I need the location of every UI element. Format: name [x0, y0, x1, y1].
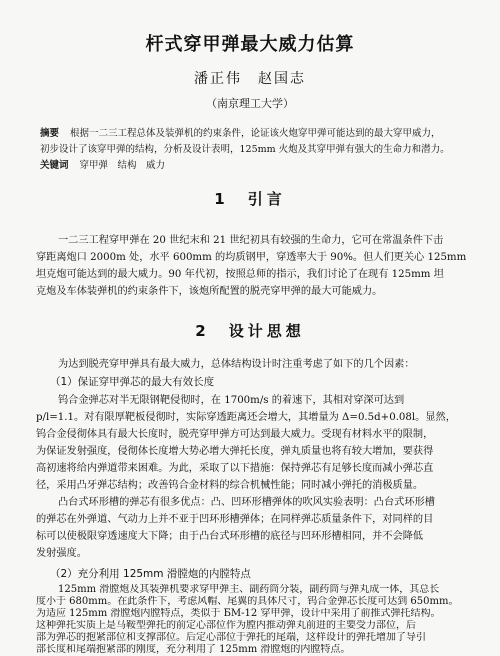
abstract-block	[40, 126, 460, 174]
text-line: 钨合金侵彻体具有最大长度时，脱壳穿甲弹方可达到最大威力。受现有材料水平的限制，	[36, 429, 434, 440]
text-line: 坦克炮可能达到的最大威力。90 年代初，按照总师的指示，我们讨论了在现有 125mm 坦	[36, 269, 444, 280]
abstract-line-2: 初步设计了该穿甲弹的结构，分析及设计表明，125mm 火炮及其穿甲弹有强大的生命力和潜力。	[40, 144, 450, 155]
text-line: 125mm 滑膛炮及其装弹机要求穿甲弹主、副药筒分装，副药筒与弹丸成一体，其总长	[58, 584, 440, 595]
subsection-2-heading: （2）充分利用 125mm 滑膛炮的内膛特点	[50, 568, 251, 580]
text-line: 部长度和尾端抱紧部的刚度，充分利用了 125mm 滑膛炮的内膛特点。	[36, 644, 351, 655]
paragraph-3	[36, 584, 466, 656]
text-line: 克炮及车体装弹机的约束条件下，该炮所配置的脱壳穿甲弹的最大可能威力。	[36, 286, 383, 297]
text-line: 为适应 125mm 滑膛炮内膛特点，类似于 БM-12 穿甲弹，设计中采用了前推式弹托结构。	[36, 608, 441, 619]
keywords-label: 关键词	[40, 160, 69, 171]
paragraph-2	[36, 494, 466, 562]
abstract-label: 摘要	[40, 128, 60, 139]
text-line: 高初速将给内弹道带来困难。为此，采取了以下措施：保持弹芯有足够长度而减小弹芯直	[36, 463, 434, 474]
affiliation: （南京理工大学）	[206, 97, 294, 110]
section-1-heading: 1 引言	[214, 190, 286, 208]
paper-title: 杆式穿甲弹最大威力估算	[145, 34, 355, 55]
text-line: 为达到脱壳穿甲弹具有最大威力，总体结构设计时注重考虑了如下的几个因素：	[58, 359, 415, 370]
text-line: p/l=1.1。对有限厚靶板侵彻时，实际穿透距离还会增大，其增量为 Δ=0.5d+0.08l。显然，	[36, 412, 456, 423]
text-line: 为保证发射强度，侵彻体长度增大势必增大弹托长度，弹丸质量也将有较大增加，要获得	[36, 446, 434, 457]
section-1-body	[36, 232, 466, 300]
subsection-1-heading: （1）保证穿甲弹芯的最大有效长度	[50, 376, 215, 388]
text-line: 凸台式环形槽的弹芯有很多优点：凸、凹环形槽弹体的吹风实验表明：凸台式环形槽	[58, 497, 435, 508]
text-line: 这种弹托实质上是马鞍型弹托的前定心部位作为膛内推动弹丸前进的主要受力部位，后	[36, 620, 416, 631]
abstract-line-1: 根据一二三工程总体及装弹机的约束条件，论证该火炮穿甲弹可能达到的最大穿甲威力，	[70, 128, 441, 139]
text-line: 部为弹芯的抱紧部位和支撑部位。后定心部位于弹托的尾端，这样设计的弹托增加了导引	[36, 632, 426, 643]
text-line: 的弹芯在外弹道、气动力上并不亚于凹环形槽弹体；在同样弹芯质量条件下，对同样的目	[36, 514, 434, 525]
section-2-heading: 2 设计思想	[195, 322, 305, 340]
text-line: 钨合金弹芯对半无限钢靶侵彻时，在 1700m/s 的着速下，其相对穿深可达到	[58, 395, 405, 406]
text-line: 标可以使极限穿透速度大下降；由于凸台式环形槽的底径与凹环形槽相同，并不会降低	[36, 531, 424, 542]
authors: 潘正伟 赵国志	[194, 71, 306, 87]
text-line: 发射强度。	[36, 548, 87, 559]
section-2-intro	[36, 356, 466, 373]
text-line: 穿距离炮口 2000m 处，水平 600mm 的均质钢甲，穿透率大于 90%。但人们更关心 125mm	[36, 252, 466, 263]
text-line: 一二三工程穿甲弹在 20 世纪末和 21 世纪初具有较强的生命力，它可在常温条件下击	[58, 235, 444, 246]
text-line: 径，采用凸牙弹芯结构；改善钨合金材料的综合机械性能；同时减小弹托的消极质量。	[36, 480, 424, 491]
keywords: 穿甲弹 结构 威力	[79, 160, 166, 171]
text-line: 度小于 680mm。在此条件下，考虑风帽、尾翼的具体尺寸，钨合金弹芯长度可达到 650mm。	[36, 596, 459, 607]
paragraph-1	[36, 392, 466, 494]
